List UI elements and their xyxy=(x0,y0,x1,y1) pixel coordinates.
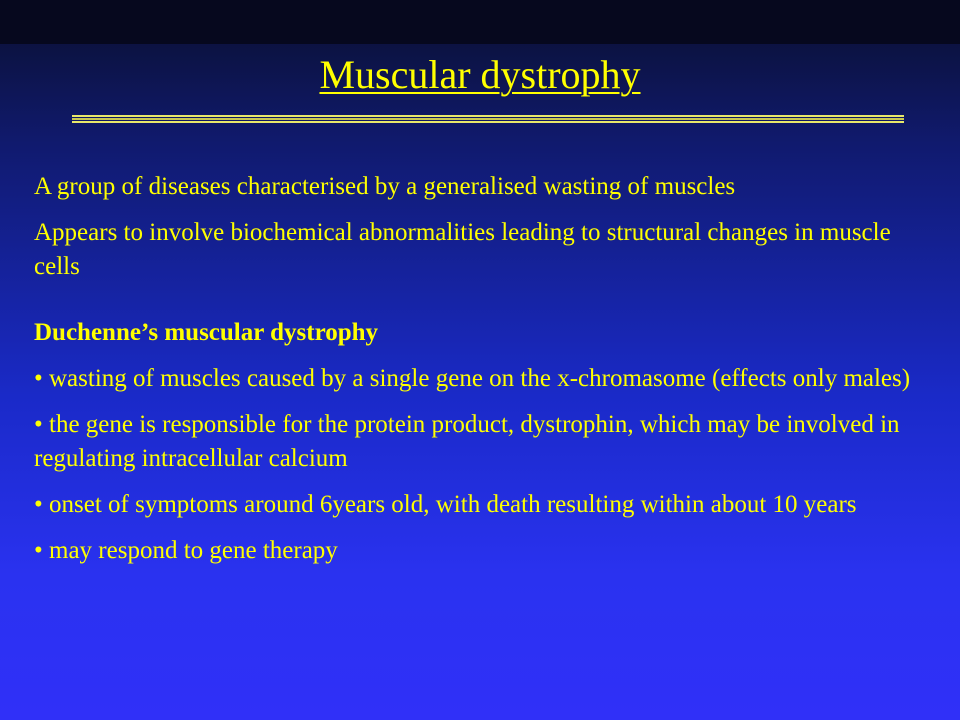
slide-title: Muscular dystrophy xyxy=(319,52,641,97)
bullet-item: • the gene is responsible for the protein product, dystrophin, which may be involved in regulating intracellular calcium xyxy=(34,411,900,472)
section-heading: Duchenne’s muscular dystrophy xyxy=(34,319,379,346)
slide-body xyxy=(34,170,934,580)
intro-paragraph: A group of diseases characterised by a generalised wasting of muscles xyxy=(34,173,736,200)
intro-paragraph: Appears to involve biochemical abnormalities leading to structural changes in muscle cells xyxy=(34,219,891,280)
bullet-item: • onset of symptoms around 6years old, with death resulting within about 10 years xyxy=(34,491,857,518)
top-bar xyxy=(0,0,960,44)
title-divider xyxy=(72,115,904,123)
bullet-item: • may respond to gene therapy xyxy=(34,537,338,564)
bullet-item: • wasting of muscles caused by a single gene on the x-chromasome (effects only males) xyxy=(34,365,911,392)
